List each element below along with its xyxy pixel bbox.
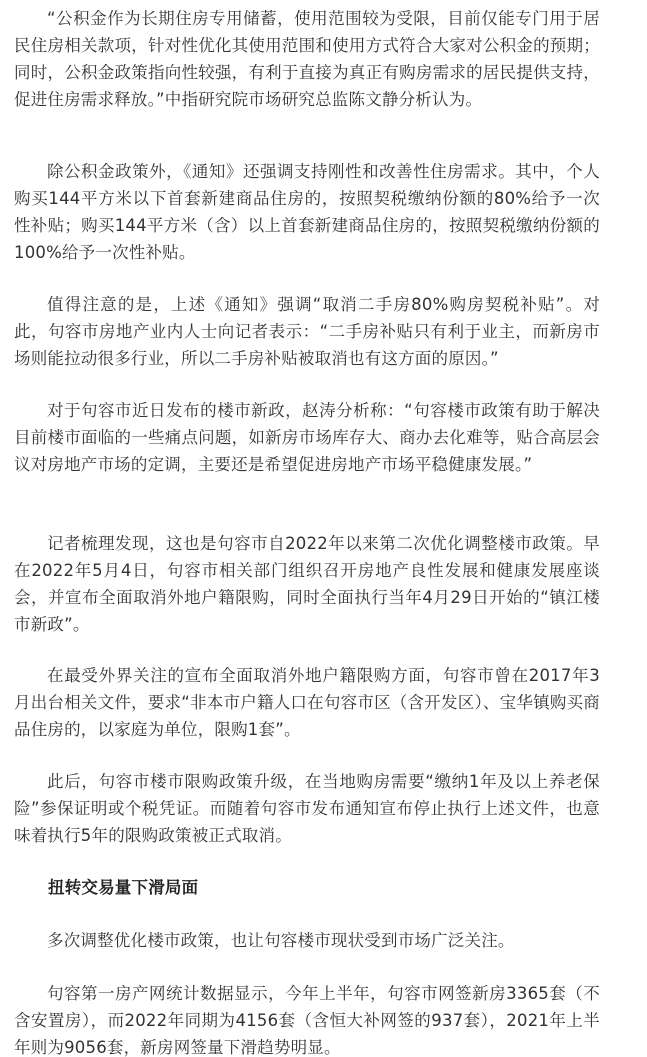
paragraph-market-attention: 多次调整优化楼市政策，也让句容楼市现状受到市场广泛关注。 bbox=[47, 931, 515, 950]
paragraph-policy-history: 记者梳理发现，这也是句容市自2022年以来第二次优化调整楼市政策。早在2022年5月4日，句容市相关部门组织召开房地产良性发展和健康发展座谈会，并宣布全面取消外地户籍限购，同时全面执行当年4月29日开始的“镇江楼市新政”。 bbox=[14, 534, 600, 634]
paragraph-sales-statistics: 句容第一房产网统计数据显示，今年上半年，句容市网签新房3365套（不含安置房），而2022年同期为4156套（含恒大补网签的937套），2021年上半年则为9056套，新房网签量下滑趋势明显。 bbox=[14, 984, 600, 1057]
section-heading: 扭转交易量下滑局面 bbox=[48, 878, 199, 897]
paragraph-purchase-restriction: 在最受外界关注的宣布全面取消外地户籍限购方面，句容市曾在2017年3月出台相关文件，要求“非本市户籍人口在句容市区（含开发区）、宝华镇购买商品住房的，以家庭为单位，限购1套”。 bbox=[14, 666, 600, 739]
paragraph-gongjijin-quote: “公积金作为长期住房专用储蓄，使用范围较为受限，目前仅能专门用于居民住房相关款项，针对性优化其使用范围和使用方式符合大家对公积金的预期；同时，公积金政策指向性较强，有利于直接为真正有购房需求的居民提供支持，促进住房需求释放。”中指研究院市场研究总监陈文静分析认为。 bbox=[14, 9, 600, 109]
paragraph-restriction-cancelled: 此后，句容市楼市限购政策升级，在当地购房需要“缴纳1年及以上养老保险”参保证明或个税凭证。而随着句容市发布通知宣布停止执行上述文件，也意味着执行5年的限购政策被正式取消。 bbox=[14, 772, 600, 845]
paragraph-second-hand-subsidy: 值得注意的是，上述《通知》强调“取消二手房80%购房契税补贴”。对此，句容市房地产业内人士向记者表示：“二手房补贴只有利于业主，而新房市场则能拉动很多行业，所以二手房补贴被取消也有这方面的原因。” bbox=[14, 295, 600, 368]
paragraph-analyst-comment: 对于句容市近日发布的楼市新政，赵涛分析称：“句容楼市政策有助于解决目前楼市面临的一些痛点问题，如新房市场库存大、商办去化难等，贴合高层会议对房地产市场的定调，主要还是希望促进房地产市场平稳健康发展。” bbox=[14, 401, 600, 474]
paragraph-housing-subsidy: 除公积金政策外，《通知》还强调支持刚性和改善性住房需求。其中，个人购买144平方米以下首套新建商品住房的，按照契税缴纳份额的80%给予一次性补贴；购买144平方米（含）以上首套新建商品住房的，按照契税缴纳份额的100%给予一次性补贴。 bbox=[14, 162, 600, 262]
